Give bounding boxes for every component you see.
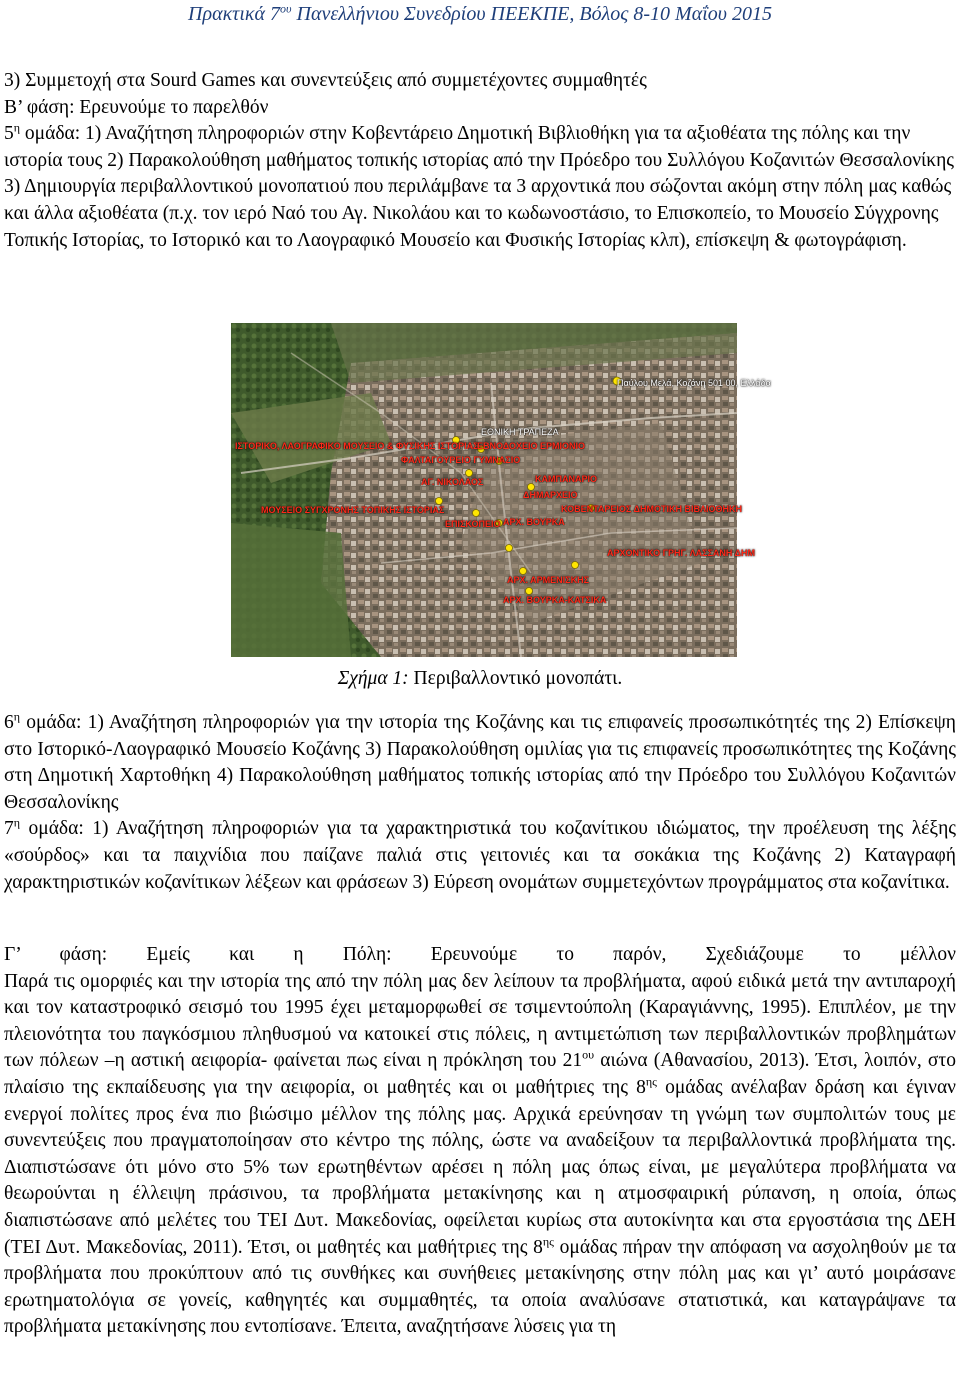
running-head-superscript: ου [279, 1, 292, 16]
running-header [0, 2, 960, 26]
map-label-koventareios-library: ΚΟΒΕΝΤΑΡΕΙΟΣ ΔΗΜΟΤΙΚΗ ΒΙΒΛΙΟΘΗΚΗ [561, 504, 742, 514]
century-superscript: ου [582, 1047, 595, 1062]
phase-c-heading: Γ’ φάση: Εμείς και η Πόλη: Ερευνούμε το παρόν, Σχεδιάζουμε το μέλλον [4, 944, 956, 965]
map-label-arch-vourka: ΑΡΧ. ΒΟΥΡΚΑ [503, 517, 565, 527]
phase-c-text-1: Παρά τις ομορφιές και την ιστορία της από την πόλη μας δεν λείπουν τα προβλήματα, αφού ειδικά μετά την αντιπαροχή και τον καταστροφικό σεισμό του 1995 έχει μεταμορφωθεί σε τσιμεντούπολη (Καραγιάννης, 1995). Επιπλέον, με την πλειονότητα του παγκόσμιου πληθυσμού να κατοικεί στις πόλεις, η αντιμετώπιση των περιβαλλοντικών προβλημάτων των πόλεων –η αστική αειφορία- φαίνεται πως είναι η πρόκληση του 21 [4, 970, 956, 1072]
group8-superscript-2: ης [542, 1234, 554, 1249]
group6-number: 6 [4, 712, 14, 733]
group5-text: ομάδα: 1) Αναζήτηση πληροφοριών στην Κοβεντάρειο Δημοτική Βιβλιοθήκη για τα αξιοθέατα της πόλης και την ιστορία τους 2) Παρακολούθηση μαθήματος τοπικής ιστορίας από την Πρόεδρο του Συλλόγου Κοζανιτών Θεσσαλονίκης 3) Δημιουργία περιβαλλοντικού μονοπατιού που περιλάμβανε τα 3 αρχοντικά που σώζονται ακόμη στην πόλη μας καθώς και άλλα αξιοθέατα (π.χ. τον ιερό Ναό του Αγ. Νικολάου και το κωδωνοστάσιο, το Επισκοπείο, το Μουσείο Σύγχρονης Τοπικής Ιστορίας, το Ιστορικό και το Λαογραφικό Μουσείο και Φυσικής Ιστορίας κλπ), επίσκεψη & φωτογράφιση. [4, 123, 954, 251]
figure-caption [0, 666, 960, 692]
phase-c-paragraph [4, 969, 956, 1341]
phase-c-text-3: ομάδας ανέλαβαν δράση και έγιναν ενεργοί πολίτες προς ένα πιο βιώσιμο μέλλον της πόλης μας. Αρχικά ερεύνησαν τη γνώμη των συμπολιτών τους με συνεντεύξεις που πραγματοποίησαν στο κέντρο της πόλης, ώστε να αναδείξουν τα περιβαλλοντικά προβλήματα της. Διαπιστώσανε ότι μόνο στο 5% των ερωτηθέντων αρέσει η πόλη μας όπως είναι, με μεγαλύτερα προβλήματα να θεωρούνται η έλλειψη πράσινου, τα προβλήματα μετακίνησης και η ατμοσφαιρική ρύπανση, η οποία, όπως διαπιστώσανε από μελέτες του ΤΕΙ Δυτ. Μακεδονίας, οφείλεται κυρίως στα αυτοκίνητα και στα εργοστάσια της ΔΕΗ (ΤΕΙ Δυτ. Μακεδονίας, 2011). Έτσι, οι μαθητές και μαθήτριες της 8 [4, 1076, 956, 1258]
running-head-text-rest: Πανελλήνιου Συνεδρίου ΠΕΕΚΠΕ, Βόλος 8-10 Μαΐου 2015 [291, 3, 772, 25]
group6-text: ομάδα: 1) Αναζήτηση πληροφοριών για την ιστορία της Κοζάνης και τις επιφανείς προσωπικότητές της 2) Επίσκεψη στο Ιστορικό-Λαογραφικό Μουσείο Κοζάνης 3) Παρακολούθηση ομιλίας για τις επιφανείς προσωπικότητες της Κοζάνης στη Δημοτική Χαρτοθήκη 4) Παρακολούθηση μαθήματος τοπικής ιστορίας από την Πρόεδρο του Συλλόγου Κοζανιτών Θεσσαλονίκης [4, 712, 956, 813]
map-label-hotel-ermionio: ΕΒΝΟΔΟΧΕΙΟ ΕΡΜΙΟΝΙΟ [477, 441, 585, 451]
group7-text: ομάδα: 1) Αναζήτηση πληροφοριών για τα χαρακτηριστικά του κοζανίτικου ιδιώματος, την προέλευση της λέξης «σούρδος» και τα παιχνίδια που παίζανε παλιά στις γειτονιές και τα σοκάκια της Κοζάνης 2) Καταγραφή χαρακτηριστικών κοζανίτικων λέξεων και φράσεων 3) Εύρεση ονομάτων συμμετεχόντων προγράμματος στα κοζανίτικα. [4, 818, 956, 893]
phase-b-heading: Β’ φάση: Ερευνούμε το παρελθόν [4, 96, 269, 118]
group5-number: 5 [4, 123, 14, 145]
map-label-modern-history-museum: ΜΟΥΣΕΙΟ ΣΥΓΧΡΟΝΗΣ ΤΟΠΙΚΗΣ ΙΣΤΟΡΙΑΣ [261, 505, 445, 515]
caption-text: Περιβαλλοντικό μονοπάτι. [408, 668, 623, 689]
group7-paragraph [4, 816, 956, 896]
phase-c-text-4: ομάδας πήραν την απόφαση να ασχοληθούν με τα προβλήματα που προκύπτουν από τις συνθήκες και συνήθειες μετακίνησης στην πόλη μας και γι’ αυτό μοιράσανε ερωτηματολόγια σε γονείς, καθηγητές και συμμαθητές, τα οποία αναλύσανε στατιστικά, και καταγράψανε τα προβλήματα μετακίνησης που εντοπίσανε. Έπειτα, αναζητήσανε λύσεις για τη [4, 1236, 956, 1338]
group7-superscript: η [13, 815, 21, 830]
environmental-path-map [231, 323, 771, 657]
map-label-arch-lassani: ΑΡΧΟΝΤΙΚΟ ΓΡΗΓ. ΛΑΣΣΑΝΗ ΔΗΜ [607, 548, 756, 558]
group7-number: 7 [4, 818, 14, 840]
caption-label: Σχήμα 1: [337, 668, 409, 689]
running-head-text: Πρακτικά 7 [188, 3, 280, 25]
group5-paragraph [4, 121, 956, 254]
group5-superscript: η [13, 120, 21, 135]
group8-superscript-1: ης [645, 1074, 657, 1089]
map-label-town-hall: ΔΗΜΑΡΧΕΙΟ [523, 490, 578, 500]
sourd-games-line: 3) Συμμετοχή στα Sourd Games και συνεντεύξεις από συμμετέχοντες συμμαθητές [4, 70, 647, 91]
groups-section [4, 710, 956, 896]
group6-paragraph [4, 710, 956, 816]
map-label-faltagoureio-gymnasium: ΦΑΛΤΑΓΟΥΡΕΙΟ ΓΥΜΝΑΣΙΟ [401, 455, 521, 465]
map-label-arch-vourka-katsika: ΑΡΧ. ΒΟΥΡΚΑ-ΚΑΤΣΙΚΑ [503, 595, 607, 605]
map-label-historical-museum: ΙΣΤΟΡΙΚΟ, ΛΑΟΓΡΑΦΙΚΟ ΜΟΥΣΕΙΟ & ΦΥΣΙΚΗΣ ΙΣΤΟΡΙΑΣ [235, 441, 479, 451]
phase-c-section [4, 942, 956, 1341]
group6-superscript: η [13, 709, 21, 724]
phase-c-text-2: αιώνα (Αθανασίου, 2013). Έτσι, λοιπόν, στο πλαίσιο της εκπαίδευσης για την αειφορία, οι μαθητές και οι μαθήτριες της 8 [4, 1050, 956, 1098]
map-label-national-bank: ΕΘΝΙΚΗ ΤΡΑΠΕΖΑ [481, 427, 559, 437]
intro-section [4, 68, 956, 254]
map-label-ag-nikolaos: ΑΓ. ΝΙΚΟΛΑΟΣ [421, 477, 484, 487]
map-label-campanile: ΚΑΜΠΑΝΑΡΙΟ [535, 474, 597, 484]
aerial-map-image [231, 323, 737, 657]
map-address-label: Παύλου Μελά, Κοζάνη 501 00, Ελλάδα [617, 378, 771, 388]
map-label-arch-armeniskis: ΑΡΧ. ΑΡΜΕΝΙΣΚΗΣ [507, 575, 589, 585]
map-label-bishopric: ΕΠΙΣΚΟΠΕΙΟ [445, 519, 501, 529]
